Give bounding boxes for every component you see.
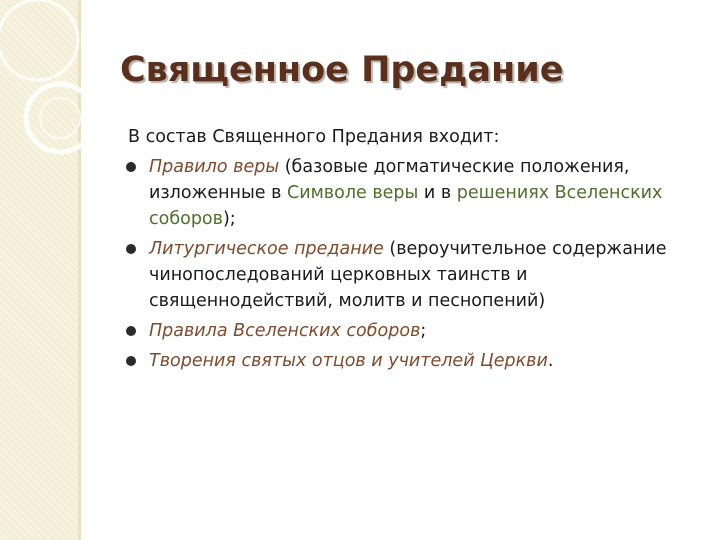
circle-bullet-icon: [124, 160, 138, 174]
list-item-council-rules: [128, 318, 688, 344]
list-item-church-fathers: [128, 348, 688, 374]
list-item-rule-of-faith: [128, 154, 688, 232]
term-rule-of-faith: Правило веры: [149, 157, 280, 177]
term-liturgical-tradition: Литургическое предание: [149, 239, 384, 259]
slide-content: [128, 124, 688, 378]
item-text: .: [547, 351, 554, 371]
item-text: (вероучительное содержание чинопоследований церковных таинств и священнодействий, молитв и песнопений): [149, 239, 667, 311]
creed-link[interactable]: Символе веры: [287, 183, 419, 203]
councils-decisions-link[interactable]: решениях Вселенских соборов: [149, 183, 663, 229]
circle-bullet-icon: [124, 242, 138, 256]
circle-bullet-icon: [124, 354, 138, 368]
item-text: );: [222, 209, 236, 229]
circle-bullet-icon: [124, 324, 138, 338]
item-text: ;: [420, 321, 427, 341]
list-item-liturgical-tradition: [128, 236, 688, 314]
intro-text: В состав Священного Предания входит:: [128, 127, 500, 147]
item-text: и в: [418, 183, 457, 203]
term-council-rules: Правила Вселенских соборов: [149, 321, 421, 341]
item-text: (базовые догматические положения, изложенные в: [149, 157, 630, 203]
tradition-list: [128, 154, 688, 374]
term-church-fathers: Творения святых отцов и учителей Церкви: [149, 351, 548, 371]
slide-title: Священное Предание: [120, 50, 564, 90]
